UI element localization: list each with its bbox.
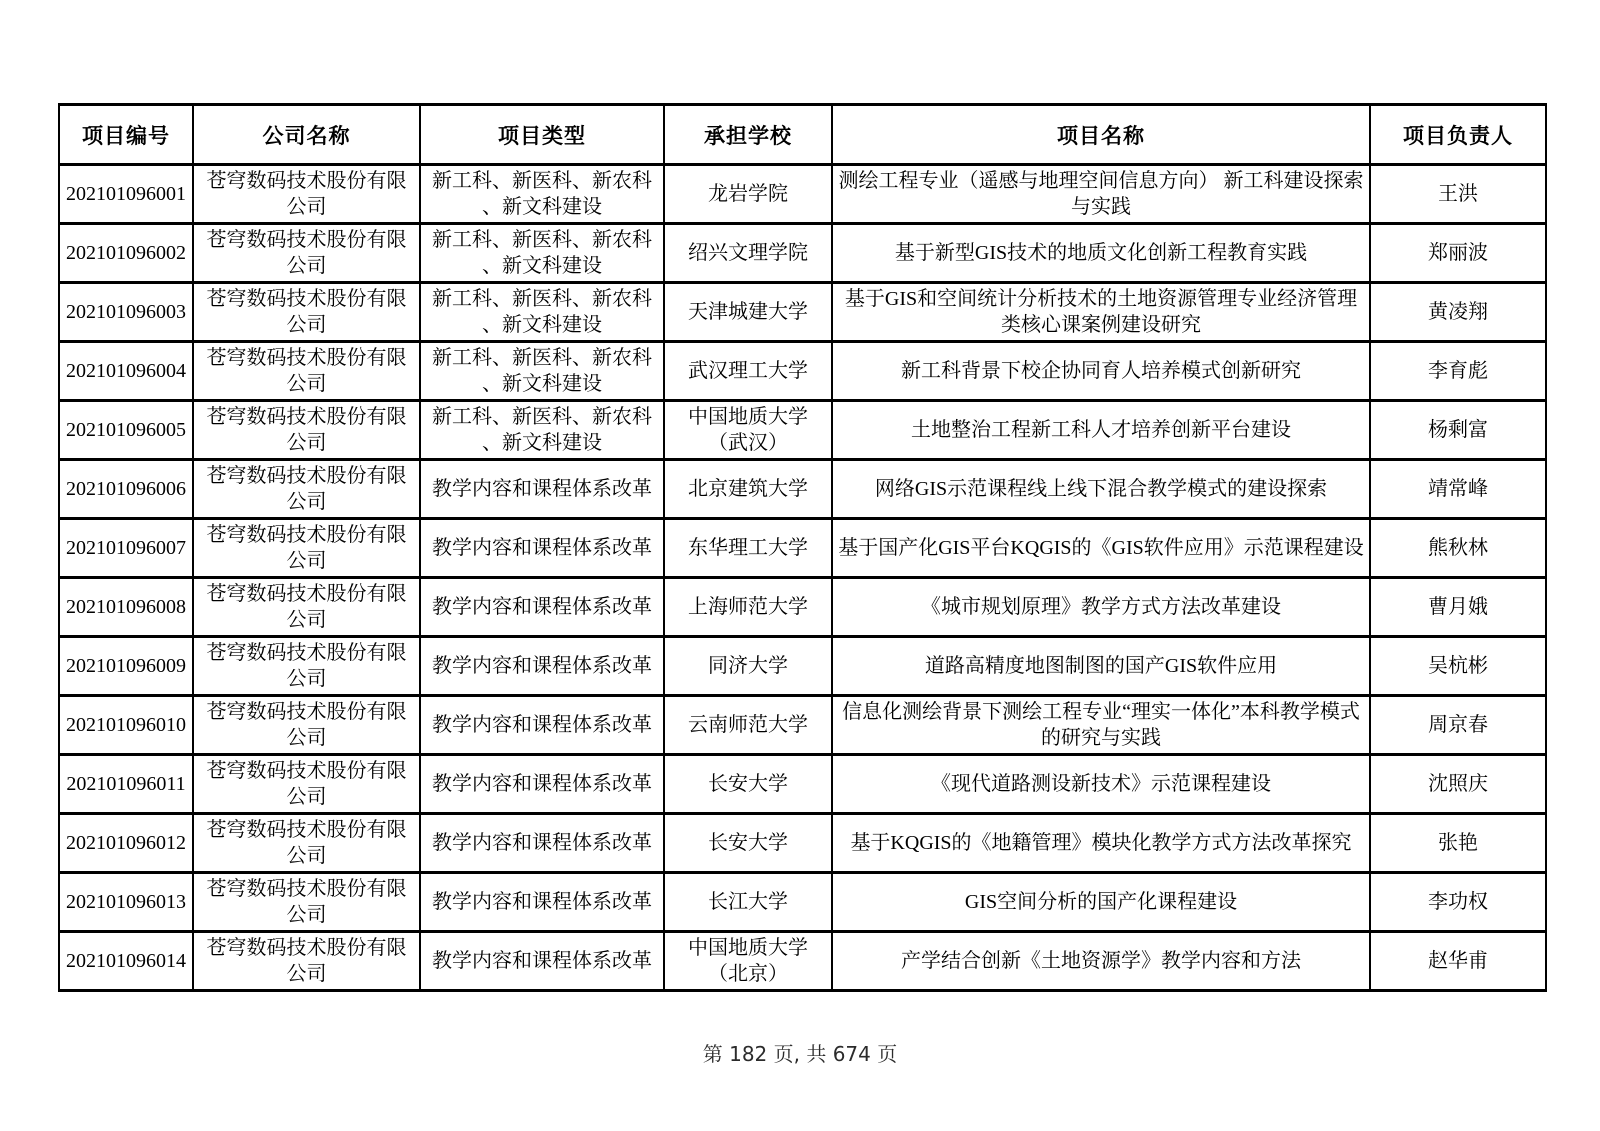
cell-school: 东华理工大学 bbox=[664, 519, 832, 578]
cell-project-name: 《现代道路测设新技术》示范课程建设 bbox=[832, 755, 1370, 814]
cell-project-id: 202101096009 bbox=[59, 637, 193, 696]
cell-school: 天津城建大学 bbox=[664, 283, 832, 342]
cell-project-id: 202101096014 bbox=[59, 932, 193, 991]
column-header-project-type: 项目类型 bbox=[420, 105, 664, 165]
cell-company: 苍穹数码技术股份有限公司 bbox=[193, 637, 420, 696]
table-row bbox=[59, 283, 1546, 342]
cell-project-type: 教学内容和课程体系改革 bbox=[420, 755, 664, 814]
cell-company: 苍穹数码技术股份有限公司 bbox=[193, 873, 420, 932]
table-row bbox=[59, 578, 1546, 637]
cell-project-name: 《城市规划原理》教学方式方法改革建设 bbox=[832, 578, 1370, 637]
cell-company: 苍穹数码技术股份有限公司 bbox=[193, 401, 420, 460]
cell-school: 中国地质大学（北京） bbox=[664, 932, 832, 991]
column-header-project-name: 项目名称 bbox=[832, 105, 1370, 165]
cell-leader: 李功权 bbox=[1370, 873, 1546, 932]
cell-leader: 周京春 bbox=[1370, 696, 1546, 755]
cell-project-id: 202101096004 bbox=[59, 342, 193, 401]
cell-company: 苍穹数码技术股份有限公司 bbox=[193, 460, 420, 519]
table-row bbox=[59, 814, 1546, 873]
table-row bbox=[59, 873, 1546, 932]
cell-leader: 郑丽波 bbox=[1370, 224, 1546, 283]
table-row bbox=[59, 460, 1546, 519]
cell-project-type: 教学内容和课程体系改革 bbox=[420, 814, 664, 873]
table-row bbox=[59, 224, 1546, 283]
cell-school: 长江大学 bbox=[664, 873, 832, 932]
cell-company: 苍穹数码技术股份有限公司 bbox=[193, 342, 420, 401]
cell-project-type: 教学内容和课程体系改革 bbox=[420, 578, 664, 637]
cell-project-id: 202101096007 bbox=[59, 519, 193, 578]
cell-project-name: 基于新型GIS技术的地质文化创新工程教育实践 bbox=[832, 224, 1370, 283]
cell-project-id: 202101096013 bbox=[59, 873, 193, 932]
cell-project-type: 新工科、新医科、新农科、新文科建设 bbox=[420, 283, 664, 342]
cell-school: 北京建筑大学 bbox=[664, 460, 832, 519]
cell-project-name: 测绘工程专业（遥感与地理空间信息方向） 新工科建设探索与实践 bbox=[832, 165, 1370, 224]
cell-company: 苍穹数码技术股份有限公司 bbox=[193, 283, 420, 342]
cell-project-id: 202101096002 bbox=[59, 224, 193, 283]
cell-project-type: 教学内容和课程体系改革 bbox=[420, 460, 664, 519]
cell-project-type: 教学内容和课程体系改革 bbox=[420, 519, 664, 578]
table-row bbox=[59, 696, 1546, 755]
cell-school: 同济大学 bbox=[664, 637, 832, 696]
cell-leader: 王洪 bbox=[1370, 165, 1546, 224]
cell-leader: 沈照庆 bbox=[1370, 755, 1546, 814]
cell-school: 长安大学 bbox=[664, 814, 832, 873]
cell-project-name: 网络GIS示范课程线上线下混合教学模式的建设探索 bbox=[832, 460, 1370, 519]
cell-leader: 黄凌翔 bbox=[1370, 283, 1546, 342]
cell-leader: 熊秋林 bbox=[1370, 519, 1546, 578]
cell-school: 龙岩学院 bbox=[664, 165, 832, 224]
cell-project-id: 202101096012 bbox=[59, 814, 193, 873]
cell-project-name: GIS空间分析的国产化课程建设 bbox=[832, 873, 1370, 932]
cell-company: 苍穹数码技术股份有限公司 bbox=[193, 932, 420, 991]
cell-project-name: 土地整治工程新工科人才培养创新平台建设 bbox=[832, 401, 1370, 460]
cell-school: 云南师范大学 bbox=[664, 696, 832, 755]
table-row bbox=[59, 932, 1546, 991]
cell-project-name: 基于KQGIS的《地籍管理》模块化教学方式方法改革探究 bbox=[832, 814, 1370, 873]
page-number-indicator: 第 182 页, 共 674 页 bbox=[702, 1042, 898, 1066]
cell-leader: 靖常峰 bbox=[1370, 460, 1546, 519]
table-row bbox=[59, 755, 1546, 814]
column-header-company: 公司名称 bbox=[193, 105, 420, 165]
cell-project-type: 新工科、新医科、新农科、新文科建设 bbox=[420, 342, 664, 401]
cell-project-id: 202101096001 bbox=[59, 165, 193, 224]
cell-project-type: 教学内容和课程体系改革 bbox=[420, 873, 664, 932]
cell-project-name: 产学结合创新《土地资源学》教学内容和方法 bbox=[832, 932, 1370, 991]
column-header-leader: 项目负责人 bbox=[1370, 105, 1546, 165]
cell-project-id: 202101096006 bbox=[59, 460, 193, 519]
cell-project-type: 教学内容和课程体系改革 bbox=[420, 932, 664, 991]
cell-project-name: 新工科背景下校企协同育人培养模式创新研究 bbox=[832, 342, 1370, 401]
cell-project-type: 教学内容和课程体系改革 bbox=[420, 696, 664, 755]
cell-project-name: 信息化测绘背景下测绘工程专业“理实一体化”本科教学模式的研究与实践 bbox=[832, 696, 1370, 755]
table-row bbox=[59, 637, 1546, 696]
cell-company: 苍穹数码技术股份有限公司 bbox=[193, 578, 420, 637]
cell-project-type: 教学内容和课程体系改革 bbox=[420, 637, 664, 696]
cell-company: 苍穹数码技术股份有限公司 bbox=[193, 165, 420, 224]
cell-company: 苍穹数码技术股份有限公司 bbox=[193, 814, 420, 873]
cell-leader: 曹月娥 bbox=[1370, 578, 1546, 637]
table-row bbox=[59, 165, 1546, 224]
cell-school: 长安大学 bbox=[664, 755, 832, 814]
column-header-school: 承担学校 bbox=[664, 105, 832, 165]
cell-school: 中国地质大学（武汉） bbox=[664, 401, 832, 460]
table-body bbox=[59, 165, 1546, 991]
cell-project-type: 新工科、新医科、新农科、新文科建设 bbox=[420, 401, 664, 460]
cell-project-name: 基于GIS和空间统计分析技术的土地资源管理专业经济管理类核心课案例建设研究 bbox=[832, 283, 1370, 342]
cell-project-id: 202101096010 bbox=[59, 696, 193, 755]
table-row bbox=[59, 401, 1546, 460]
cell-company: 苍穹数码技术股份有限公司 bbox=[193, 696, 420, 755]
cell-leader: 张艳 bbox=[1370, 814, 1546, 873]
cell-school: 武汉理工大学 bbox=[664, 342, 832, 401]
table-header-row bbox=[59, 105, 1546, 165]
cell-project-type: 新工科、新医科、新农科、新文科建设 bbox=[420, 165, 664, 224]
cell-project-type: 新工科、新医科、新农科、新文科建设 bbox=[420, 224, 664, 283]
table-row bbox=[59, 342, 1546, 401]
cell-school: 上海师范大学 bbox=[664, 578, 832, 637]
cell-leader: 杨剩富 bbox=[1370, 401, 1546, 460]
column-header-project-id: 项目编号 bbox=[59, 105, 193, 165]
table-row bbox=[59, 519, 1546, 578]
projects-table bbox=[58, 103, 1547, 992]
cell-company: 苍穹数码技术股份有限公司 bbox=[193, 755, 420, 814]
cell-leader: 赵华甫 bbox=[1370, 932, 1546, 991]
cell-project-id: 202101096011 bbox=[59, 755, 193, 814]
cell-project-name: 基于国产化GIS平台KQGIS的《GIS软件应用》示范课程建设 bbox=[832, 519, 1370, 578]
cell-company: 苍穹数码技术股份有限公司 bbox=[193, 519, 420, 578]
cell-project-id: 202101096005 bbox=[59, 401, 193, 460]
cell-leader: 吴杭彬 bbox=[1370, 637, 1546, 696]
cell-leader: 李育彪 bbox=[1370, 342, 1546, 401]
cell-project-id: 202101096008 bbox=[59, 578, 193, 637]
cell-company: 苍穹数码技术股份有限公司 bbox=[193, 224, 420, 283]
cell-school: 绍兴文理学院 bbox=[664, 224, 832, 283]
cell-project-name: 道路高精度地图制图的国产GIS软件应用 bbox=[832, 637, 1370, 696]
cell-project-id: 202101096003 bbox=[59, 283, 193, 342]
